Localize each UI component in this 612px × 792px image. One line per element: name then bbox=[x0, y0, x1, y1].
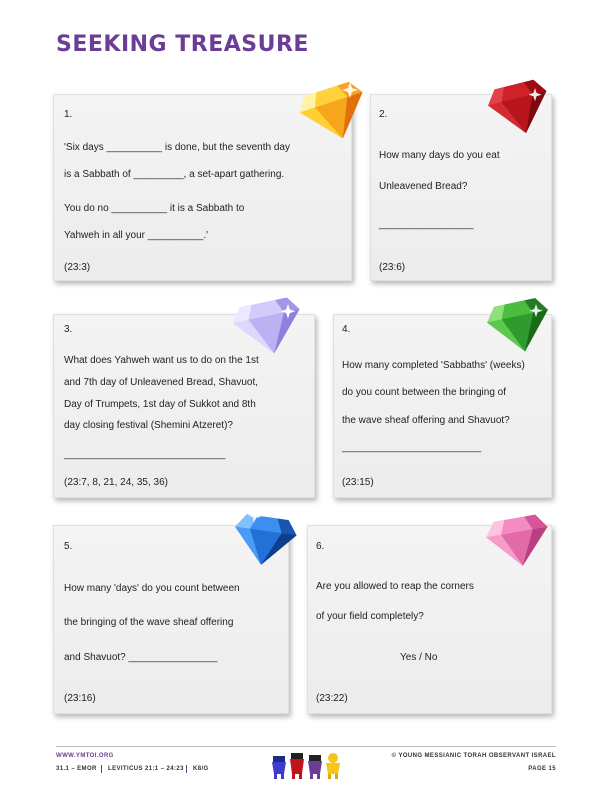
blue-gem-icon bbox=[228, 501, 302, 574]
footer-divider bbox=[56, 746, 556, 747]
question-line: is a Sabbath of _________, a set-apart gathering. bbox=[64, 169, 285, 180]
question-line: How many days do you eat bbox=[379, 150, 500, 161]
footer-portion: 31.1 – EMOR bbox=[56, 766, 97, 772]
question-line: and Shavuot? ________________ bbox=[64, 652, 218, 663]
ymtoi-logo-icon bbox=[269, 750, 349, 780]
question-line: and 7th day of Unleavened Bread, Shavuot, bbox=[64, 377, 259, 388]
scripture-reference: (23:7, 8, 21, 24, 35, 36) bbox=[64, 477, 168, 488]
question-number: 4. bbox=[342, 324, 351, 335]
question-line: How many completed 'Sabbaths' (weeks) bbox=[342, 360, 525, 371]
scripture-reference: (23:15) bbox=[342, 477, 374, 488]
question-number: 6. bbox=[316, 541, 325, 552]
scripture-reference: (23:16) bbox=[64, 693, 96, 704]
footer-copyright: © YOUNG MESSIANIC TORAH OBSERVANT ISRAEL bbox=[391, 753, 556, 759]
question-line: day closing festival (Shemini Atzeret)? bbox=[64, 420, 233, 431]
red-gem-icon bbox=[487, 72, 551, 138]
footer-scripture: LEVITICUS 21:1 – 24:23 bbox=[108, 766, 184, 772]
question-line: How many 'days' do you count between bbox=[64, 583, 240, 594]
answer-blank[interactable]: _________________ bbox=[379, 219, 474, 230]
question-line: 'Six days __________ is done, but the seventh day bbox=[64, 142, 290, 153]
question-line: of your field completely? bbox=[316, 611, 424, 622]
question-line: do you count between the bringing of bbox=[342, 387, 507, 398]
diamond-gem-icon bbox=[232, 290, 304, 358]
question-number: 5. bbox=[64, 541, 73, 552]
pink-gem-icon bbox=[485, 506, 551, 570]
answer-blank[interactable]: _________________________ bbox=[342, 442, 482, 453]
footer-separator bbox=[101, 765, 102, 773]
question-line: the bringing of the wave sheaf offering bbox=[64, 617, 234, 628]
question-line: You do no __________ it is a Sabbath to bbox=[64, 203, 245, 214]
question-line: Unleavened Bread? bbox=[379, 181, 468, 192]
scripture-reference: (23:22) bbox=[316, 693, 348, 704]
yes-no-choice[interactable]: Yes / No bbox=[400, 652, 438, 663]
question-line: Yahweh in all your __________.' bbox=[64, 230, 209, 241]
question-number: 1. bbox=[64, 109, 73, 120]
green-gem-icon bbox=[486, 290, 552, 356]
answer-blank[interactable]: _____________________________ bbox=[64, 449, 226, 460]
scripture-reference: (23:3) bbox=[64, 262, 91, 273]
page-title: SEEKING TREASURE bbox=[56, 32, 309, 57]
question-line: Day of Trumpets, 1st day of Sukkot and 8th bbox=[64, 399, 256, 410]
footer-grade: K8/G bbox=[193, 766, 209, 772]
footer-separator bbox=[186, 765, 187, 773]
question-line: Are you allowed to reap the corners bbox=[316, 581, 474, 592]
question-number: 3. bbox=[64, 324, 73, 335]
question-number: 2. bbox=[379, 109, 388, 120]
question-line: the wave sheaf offering and Shavuot? bbox=[342, 415, 510, 426]
scripture-reference: (23:6) bbox=[379, 262, 406, 273]
footer-site-link[interactable]: WWW.YMTOI.ORG bbox=[56, 753, 114, 759]
footer-page-number: PAGE 15 bbox=[528, 766, 556, 772]
yellow-gem-icon bbox=[298, 72, 368, 144]
question-line: What does Yahweh want us to do on the 1st bbox=[64, 355, 259, 366]
